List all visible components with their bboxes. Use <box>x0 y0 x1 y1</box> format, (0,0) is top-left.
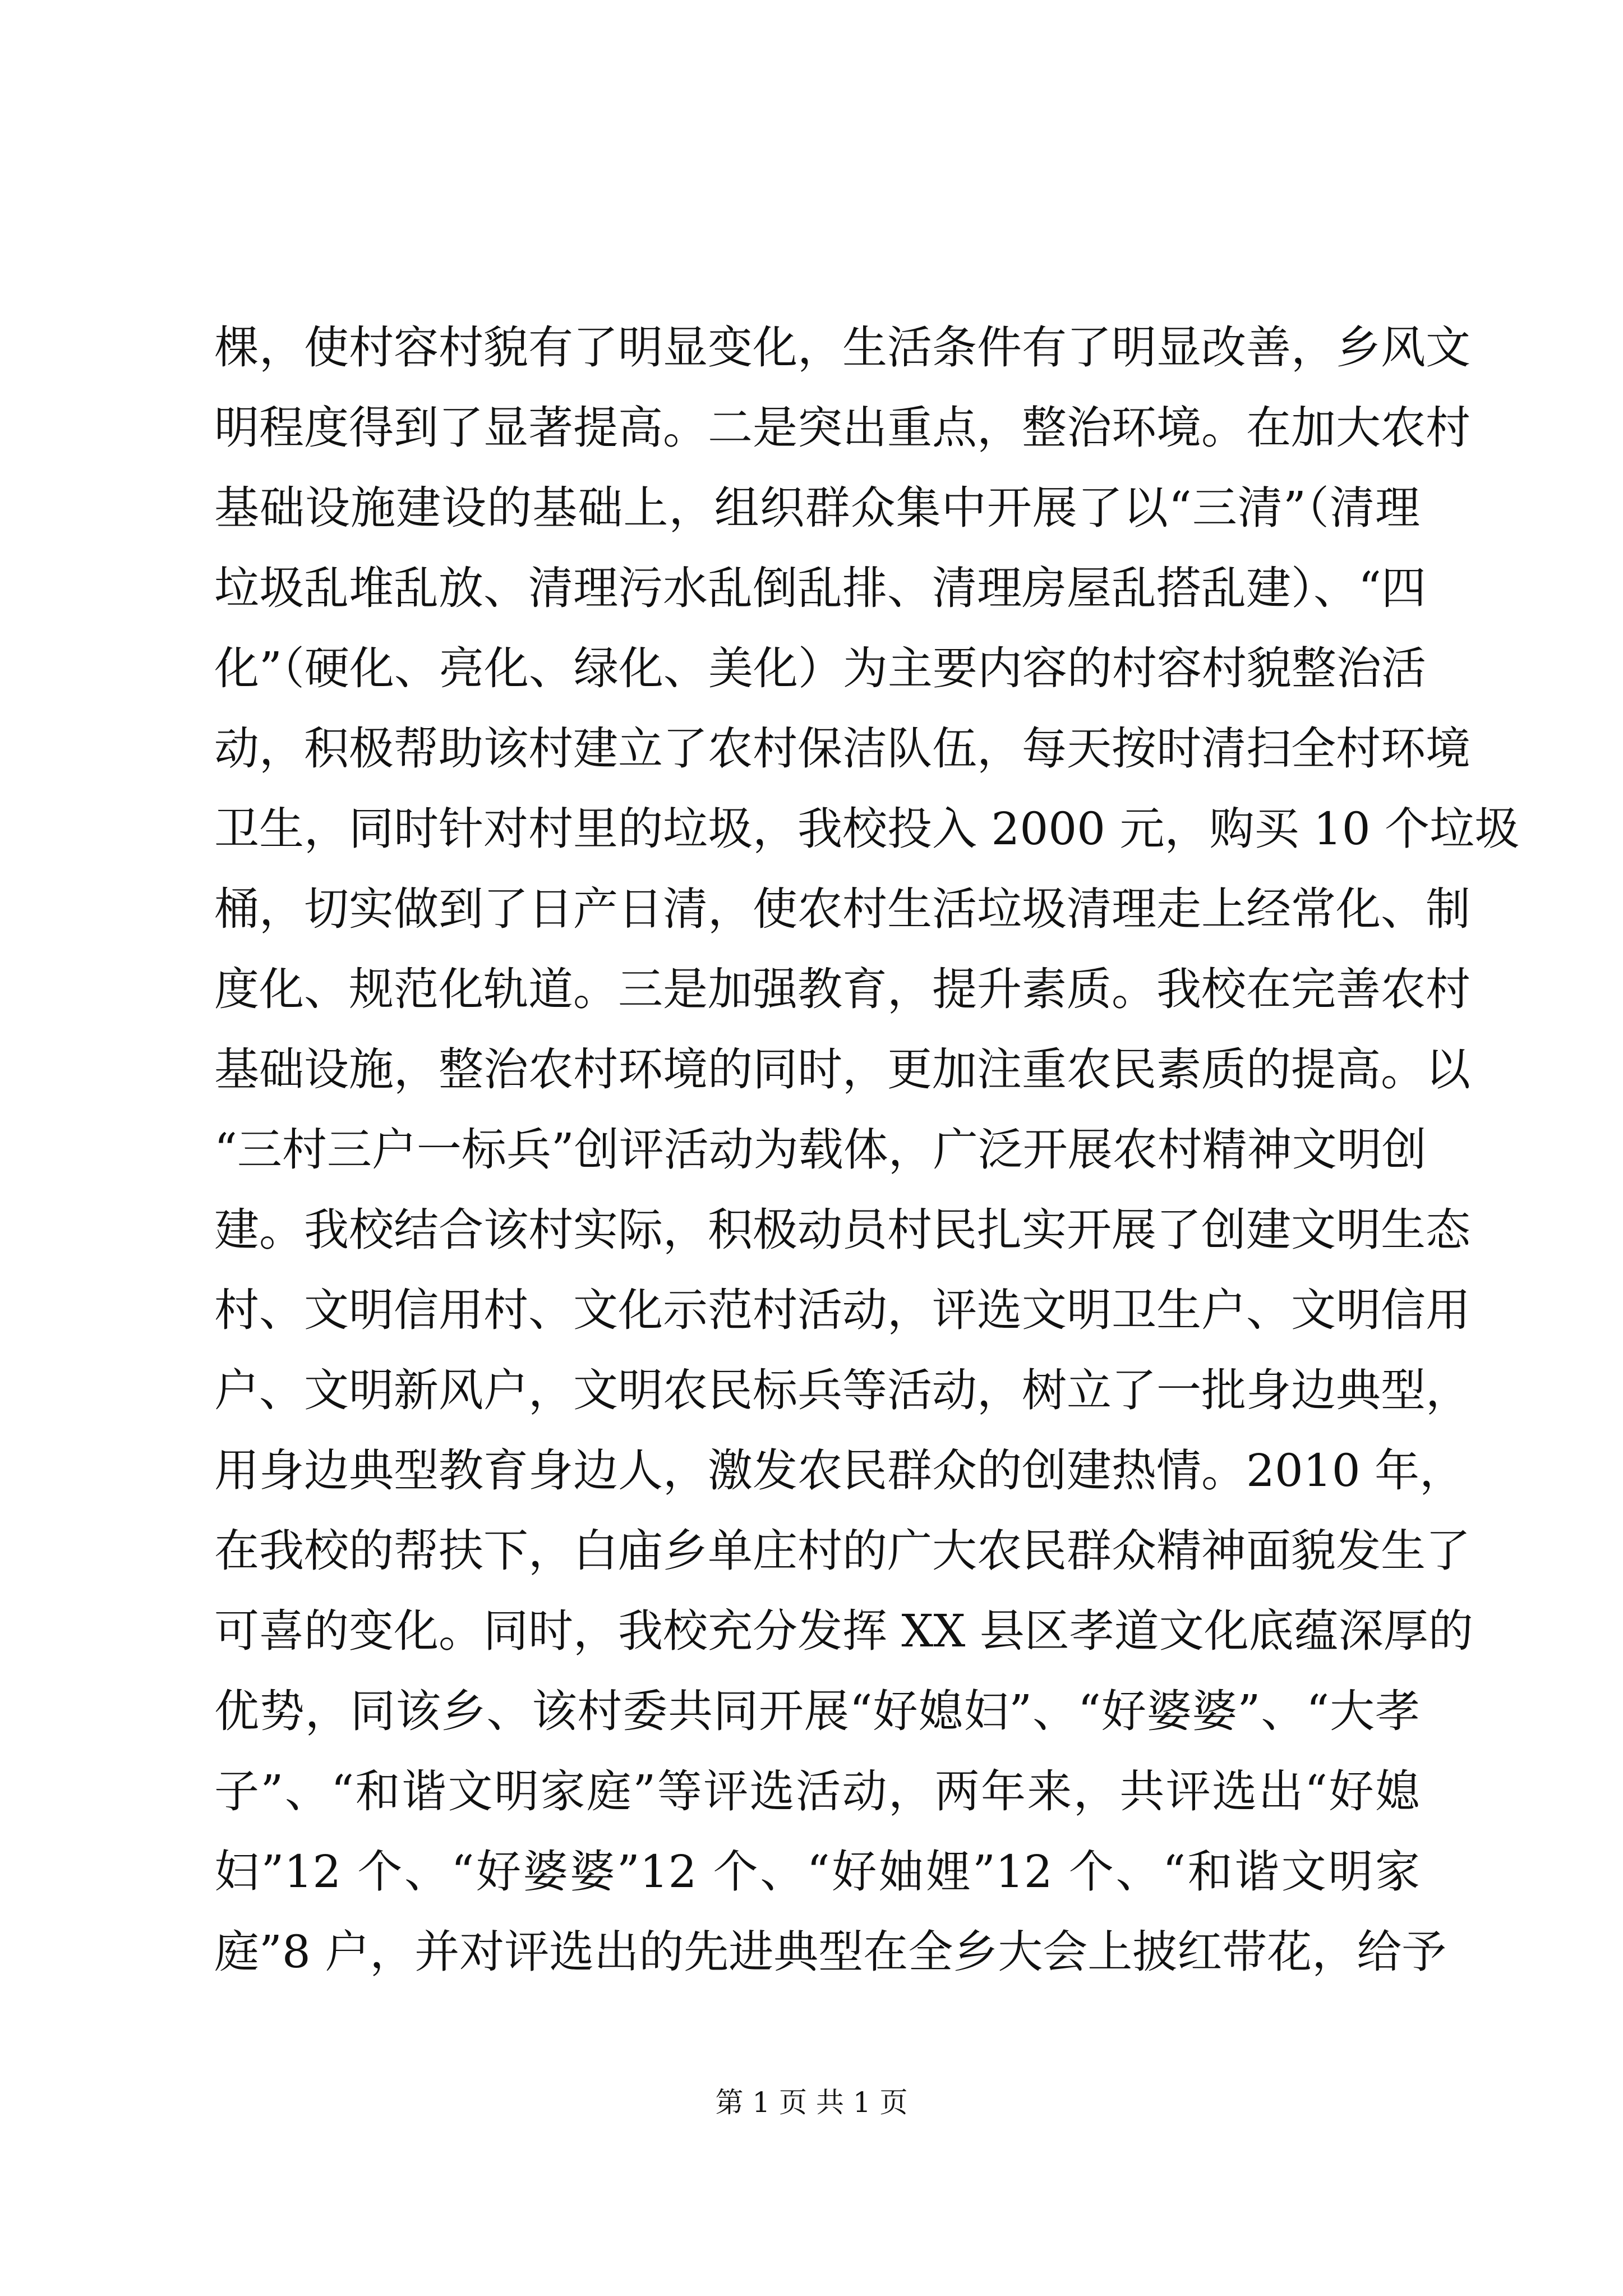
text-line: 卫生，同时针对村里的垃圾，我校投入 2000 元，购买 10 个垃圾 <box>214 803 1520 855</box>
text-line: 垃圾乱堆乱放、清理污水乱倒乱排、清理房屋乱搭乱建）、“四 <box>214 562 1426 614</box>
text-line: 基础设施，整治农村环境的同时，更加注重农民素质的提高。以 <box>214 1043 1470 1096</box>
text-line: 用身边典型教育身边人，激发农民群众的创建热情。2010 年， <box>214 1444 1465 1497</box>
text-line: 建。我校结合该村实际，积极动员村民扎实开展了创建文明生态 <box>214 1204 1470 1256</box>
body-text <box>214 307 1520 1992</box>
text-line: 棵，使村容村貌有了明显变化，生活条件有了明显改善，乡风文 <box>214 321 1470 374</box>
text-line: 化”（硬化、亮化、绿化、美化）为主要内容的村容村貌整治活 <box>214 642 1426 694</box>
text-line: 户、文明新风户，文明农民标兵等活动，树立了一批身边典型， <box>214 1364 1470 1416</box>
text-line: “三村三户一标兵”创评活动为载体，广泛开展农村精神文明创 <box>214 1124 1427 1176</box>
text-line: 度化、规范化轨道。三是加强教育，提升素质。我校在完善农村 <box>214 963 1470 1015</box>
text-line: 可喜的变化。同时，我校充分发挥 XX 县区孝道文化底蕴深厚的 <box>214 1605 1473 1657</box>
text-line: 庭”8 户，并对评选出的先进典型在全乡大会上披红带花，给予 <box>214 1926 1447 1978</box>
text-line: 桶，切实做到了日产日清，使农村生活垃圾清理走上经常化、制 <box>214 883 1470 935</box>
text-line: 优势，同该乡、该村委共同开展“好媳妇”、“好婆婆”、“大孝 <box>214 1685 1420 1737</box>
text-line: 妇”12 个、“好婆婆”12 个、“好妯娌”12 个、“和谐文明家 <box>214 1846 1420 1898</box>
text-line: 村、文明信用村、文化示范村活动，评选文明卫生户、文明信用 <box>214 1284 1470 1336</box>
text-line: 明程度得到了显著提高。二是突出重点，整治环境。在加大农村 <box>214 402 1470 454</box>
text-line: 动，积极帮助该村建立了农村保洁队伍，每天按时清扫全村环境 <box>214 723 1470 775</box>
text-line: 在我校的帮扶下，白庙乡单庄村的广大农民群众精神面貌发生了 <box>214 1525 1470 1577</box>
text-line: 子”、“和谐文明家庭”等评选活动，两年来，共评选出“好媳 <box>214 1765 1420 1818</box>
text-line: 基础设施建设的基础上，组织群众集中开展了以“三清”（清理 <box>214 482 1420 534</box>
page-number-footer: 第 1 页 共 1 页 <box>715 2086 908 2119</box>
